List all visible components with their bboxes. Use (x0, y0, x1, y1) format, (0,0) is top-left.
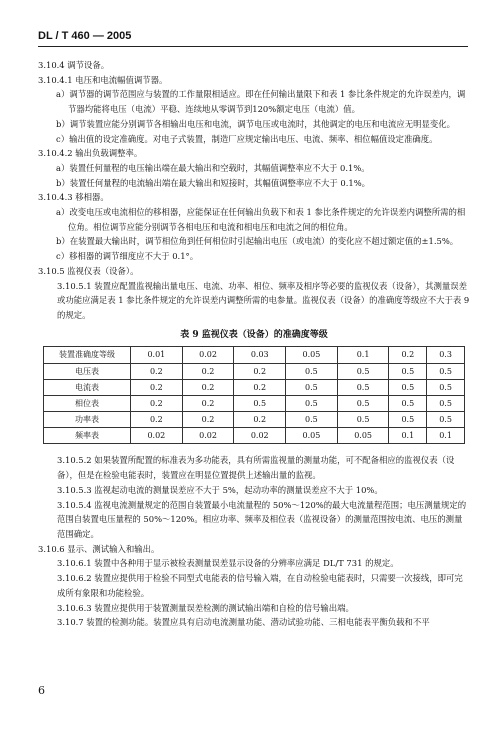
value-cell: 0.5 (389, 395, 427, 411)
header-cell: 0.02 (182, 347, 234, 363)
value-cell: 0.5 (389, 412, 427, 428)
value-cell: 0.5 (286, 379, 338, 395)
clause-line: 3.10.5 监视仪表（设备）。 (38, 265, 139, 276)
page-content (38, 58, 470, 630)
clause-line: a）改变电压或电流相位的移相器，应能保证在任何输出负载下和表 1 参比条件规定的允许误差内调整所需的相位角。相位调节应能分别调节各相电压和电流和相电压和电流之间的相位角。 (56, 207, 466, 232)
table-row (44, 363, 465, 379)
row-label-cell: 频率表 (44, 428, 131, 444)
clauses-top (38, 58, 470, 323)
clause-line: 3.10.6.1 装置中各种用于显示被检表测量误差显示设备的分辨率应满足 DL/T 731 的规定。 (57, 558, 399, 569)
clause-line: 3.10.6.2 装置应提供用于检验不同型式电能表的信号输入端，在自动检验电能表时，只需要一次接线，即可完成所有象限和功能检验。 (57, 573, 463, 598)
table-title: 表 9 监视仪表（设备）的准确度等级 (180, 329, 328, 340)
row-label-cell: 电流表 (44, 379, 131, 395)
value-cell: 0.2 (234, 363, 286, 379)
value-cell: 0.5 (389, 379, 427, 395)
value-cell: 0.2 (182, 363, 234, 379)
value-cell: 0.2 (131, 412, 183, 428)
clause-line: a）装置任何量程的电压输出端在最大输出和空载时，其幅值调整率应不大于 0.1%。 (56, 162, 370, 173)
clause-line: 3.10.4.1 电压和电流幅值调节器。 (38, 74, 168, 85)
value-cell: 0.02 (182, 428, 234, 444)
standard-code-header: DL / T 460 — 2005 (38, 30, 132, 42)
row-label-cell: 功率表 (44, 412, 131, 428)
clause-line: 3.10.7 装置的检测功能。装置应具有启动电流测量功能、潜动试验功能、三相电能表平衡负载和不平 (57, 617, 430, 628)
header-cell: 0.1 (337, 347, 389, 363)
value-cell: 0.5 (427, 395, 465, 411)
clause-line: 3.10.4.2 输出负载调整率。 (38, 148, 143, 159)
clause-line: 3.10.6 显示、测试输入和输出。 (38, 543, 160, 554)
clause-line: 3.10.6.3 装置应提供用于装置测量误差检测的测试输出端和自检的信号输出端。 (57, 602, 354, 613)
value-cell: 0.2 (182, 395, 234, 411)
header-cell: 0.01 (131, 347, 183, 363)
table-header-row (44, 347, 465, 363)
clause-line: b）调节装置应能分别调节各相输出电压和电流，调节电压或电流时，其他调定的电压和电流应无明显变化。 (56, 118, 455, 129)
clause-line: 3.10.5.3 监视起动电流的测量误差应不大于 5%，起动功率的测量误差应不大于 10%。 (57, 484, 383, 495)
value-cell: 0.2 (234, 379, 286, 395)
clause-line: b）在装置最大输出时，调节相位角到任何相位时引起输出电压（或电流）的变化应不超过额定值的±1.5%。 (56, 236, 459, 247)
page-number: 6 (38, 684, 45, 697)
value-cell: 0.2 (131, 379, 183, 395)
table-row (44, 428, 465, 444)
clause-line: 3.10.5.2 如果装置所配置的标准表为多功能表，具有所需监视量的测量功能，可不配备相应的监视仪表（设备），但是在检验电能表时，装置应在明显位置提供上述输出量的监视。 (57, 455, 455, 481)
header-cell: 0.03 (234, 347, 286, 363)
value-cell: 0.1 (427, 428, 465, 444)
value-cell: 0.5 (389, 363, 427, 379)
clause-line: 3.10.4.3 移相器。 (38, 192, 109, 203)
value-cell: 0.2 (131, 363, 183, 379)
value-cell: 0.02 (234, 428, 286, 444)
table-row (44, 412, 465, 428)
value-cell: 0.2 (182, 412, 234, 428)
value-cell: 0.2 (234, 412, 286, 428)
clause-line: b）装置任何量程的电流输出端在最大输出和短接时，其幅值调整率应不大于 0.1%。 (56, 177, 371, 188)
accuracy-table (43, 346, 465, 444)
clauses-bottom (38, 453, 470, 629)
value-cell: 0.1 (389, 428, 427, 444)
row-label-cell: 相位表 (44, 395, 131, 411)
value-cell: 0.05 (337, 428, 389, 444)
clause-line: c）输出值的设定准确度。对电子式装置，制造厂应规定输出电压、电流、频率、相位幅值设定准确度。 (56, 133, 438, 144)
clause-line: a）调节器的调节范围应与装置的工作量限相适应。即在任何输出量限下和表 1 参比条件规定的允许误差内，调节器均能将电压（电流）平稳、连续地从零调节到120%额定电压（电流）值。 (56, 89, 466, 115)
value-cell: 0.5 (337, 395, 389, 411)
clause-line: 3.10.5.4 监视电流测量规定的范围自装置最小电流量程的 50%～120%的最大电流量程范围；电压测量规定的范围自装置电压量程的 50%～120%。相应功率、频率及相位表（监视设备）的测量范围按电流、电压的测量范围确定。 (57, 499, 467, 539)
value-cell: 0.5 (337, 379, 389, 395)
table-row (44, 395, 465, 411)
value-cell: 0.5 (286, 395, 338, 411)
value-cell: 0.5 (337, 412, 389, 428)
header-cell: 0.3 (427, 347, 465, 363)
clause-line: 3.10.4 调节设备。 (38, 60, 110, 70)
row-label-cell: 电压表 (44, 363, 131, 379)
value-cell: 0.5 (234, 395, 286, 411)
value-cell: 0.05 (286, 428, 338, 444)
value-cell: 0.5 (286, 363, 338, 379)
clause-line: c）移相器的调节细度应不大于 0.1°。 (56, 251, 199, 262)
header-rule (38, 46, 468, 47)
value-cell: 0.2 (182, 379, 234, 395)
value-cell: 0.02 (131, 428, 183, 444)
clause-line: 3.10.5.1 装置应配置监视输出量电压、电流、功率、相位、频率及相序等必要的监视仪表（设备），其测量误差或功能应满足表 1 参比条件规定的允许误差内调整所需的电参量。监视仪表（设备）的准确度等级应不大于表 9 的规定。 (57, 280, 470, 320)
header-label-cell: 装置准确度等级 (44, 347, 131, 363)
header-cell: 0.2 (389, 347, 427, 363)
header-cell: 0.05 (286, 347, 338, 363)
value-cell: 0.5 (427, 363, 465, 379)
value-cell: 0.5 (427, 379, 465, 395)
value-cell: 0.5 (286, 412, 338, 428)
value-cell: 0.5 (427, 412, 465, 428)
value-cell: 0.2 (131, 395, 183, 411)
value-cell: 0.5 (337, 363, 389, 379)
table-row (44, 379, 465, 395)
